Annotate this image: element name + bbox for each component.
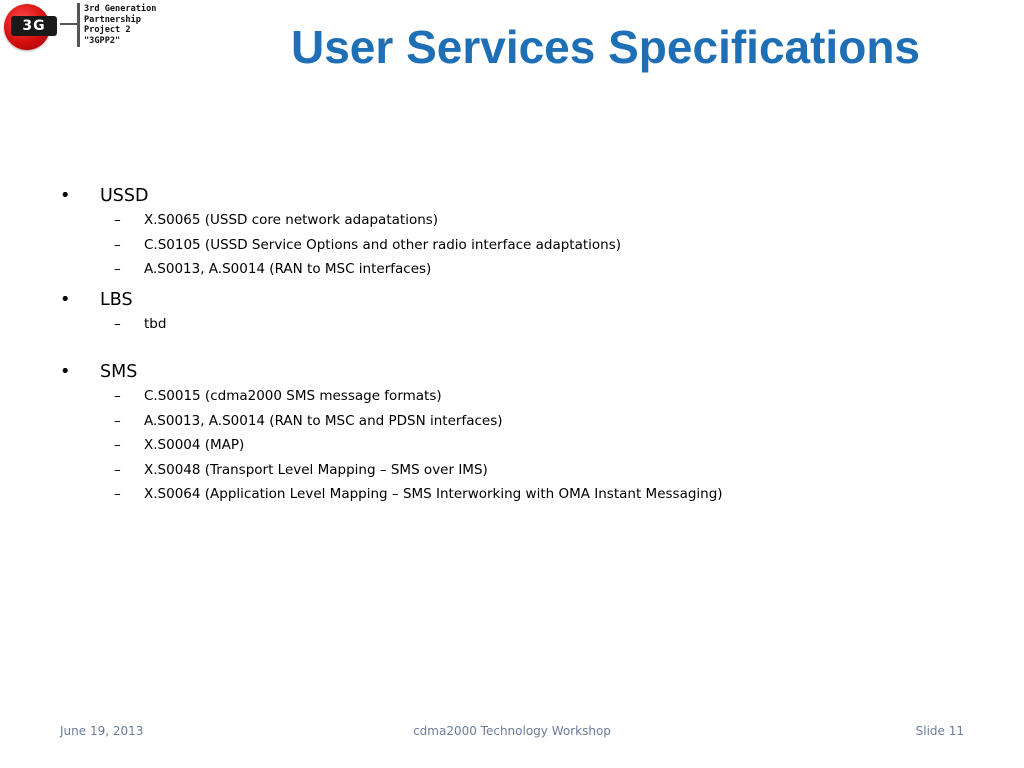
3gpp2-logo	[4, 3, 164, 49]
sub-bullet: – A.S0013, A.S0014 (RAN to MSC interfaces)	[60, 257, 960, 282]
slide-body	[60, 178, 960, 507]
footer-slide-number: Slide 11	[915, 724, 964, 738]
logo-text-line: "3GPP2"	[84, 35, 121, 46]
bullet-lbs: • LBS	[60, 288, 960, 312]
footer-event: cdma2000 Technology Workshop	[413, 724, 611, 738]
sub-bullet: – X.S0004 (MAP)	[60, 433, 960, 458]
logo-rule-vertical	[77, 3, 80, 47]
sub-bullet: – X.S0064 (Application Level Mapping – SMS Interworking with OMA Instant Messaging)	[60, 482, 960, 507]
sub-bullet: – X.S0048 (Transport Level Mapping – SMS over IMS)	[60, 458, 960, 483]
sub-bullet: – C.S0015 (cdma2000 SMS message formats)	[60, 384, 960, 409]
bullet-ussd: • USSD	[60, 184, 960, 208]
logo-text-line: Partnership	[84, 14, 141, 25]
sub-bullet: – C.S0105 (USSD Service Options and other radio interface adaptations)	[60, 233, 960, 258]
sub-bullet: – X.S0065 (USSD core network adapatations)	[60, 208, 960, 233]
footer-date: June 19, 2013	[60, 724, 144, 738]
logo-mark: 3G	[11, 16, 57, 36]
logo-text	[84, 4, 156, 46]
spacer	[60, 336, 960, 354]
slide-title: User Services Specifications	[291, 21, 920, 73]
sub-bullet: – tbd	[60, 312, 960, 337]
sub-bullet: – A.S0013, A.S0014 (RAN to MSC and PDSN interfaces)	[60, 409, 960, 434]
logo-text-line: 3rd Generation	[84, 4, 157, 14]
logo-text-line: Project 2	[84, 25, 131, 35]
bullet-sms: • SMS	[60, 360, 960, 384]
